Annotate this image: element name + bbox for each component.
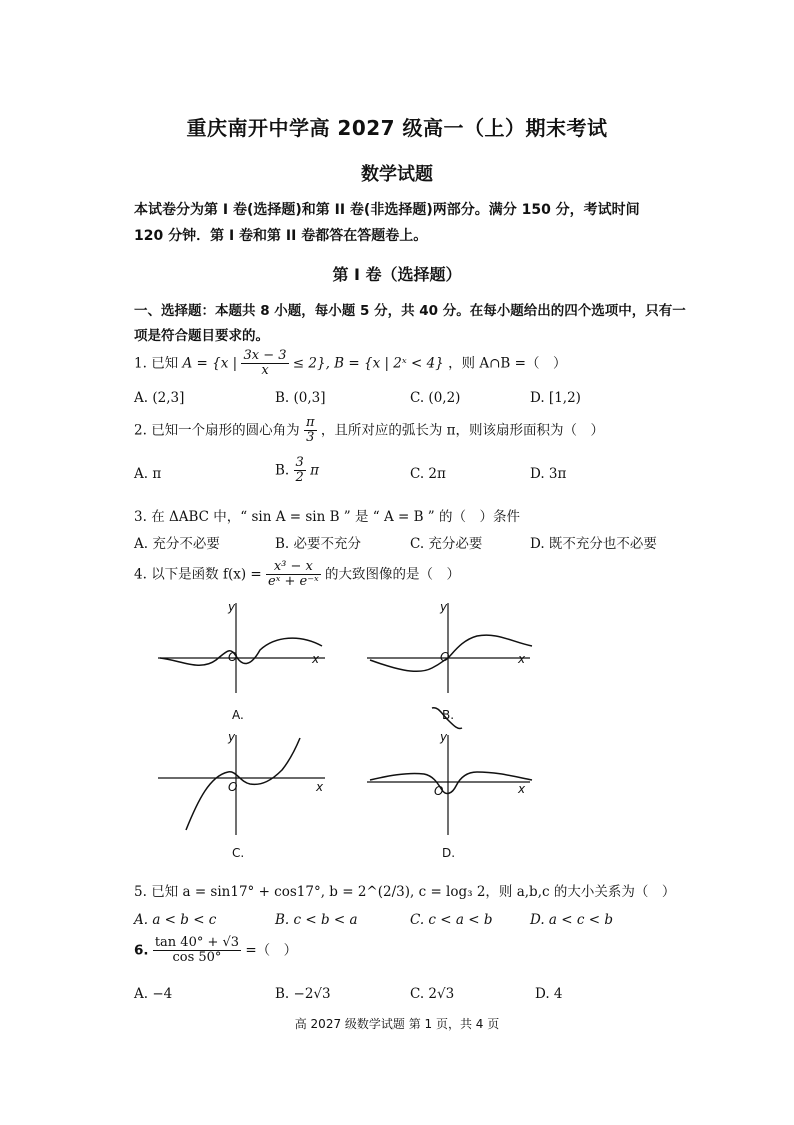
section-instructions-2: 项是符合题目要求的。: [134, 328, 269, 344]
q2-optb-frac-num: 3: [295, 455, 304, 470]
exam-title: 重庆南开中学高 2027 级高一（上）期末考试: [186, 116, 608, 140]
question-4: [134, 560, 460, 590]
q2-number: 2.: [134, 422, 147, 439]
q4-number: 4.: [134, 566, 147, 583]
q5-text: 已知 a = sin17° + cos17°, b = 2^(2/3), c = log₃ 2，则 a,b,c 的大小关系为（ ）: [151, 884, 676, 900]
q6-fraction: [153, 936, 241, 966]
q1-option-d[interactable]: D. [1,2): [530, 390, 581, 406]
graph-d[interactable]: [362, 730, 542, 840]
q2-option-c[interactable]: C. 2π: [410, 466, 446, 482]
graph-a-origin: O: [228, 650, 238, 664]
q6-number: 6.: [134, 942, 149, 959]
q2-frac-num: π: [305, 415, 315, 430]
q2-option-a[interactable]: A. π: [134, 466, 162, 482]
graph-a-y-label: y: [228, 600, 236, 614]
q1-number: 1.: [134, 355, 147, 372]
q4-pre: 以下是函数 f(x) =: [151, 566, 262, 583]
q4-frac-den: eˣ + e⁻ˣ: [268, 574, 319, 590]
question-6: [134, 936, 297, 966]
q1-fraction: [241, 349, 288, 379]
graph-c-y-label: y: [228, 730, 236, 744]
section-title: 第 I 卷（选择题）: [332, 265, 462, 284]
q2-optb-frac-den: 2: [295, 470, 304, 486]
graph-c[interactable]: [150, 730, 330, 840]
graph-d-y-label: y: [440, 730, 448, 744]
q1-setA-pre: A = {x |: [182, 355, 238, 372]
q2-option-b[interactable]: [275, 456, 319, 486]
q1-frac-den: x: [261, 363, 269, 379]
q1-setA-post: ≤ 2}, B = {x | 2ˣ < 4}: [292, 355, 444, 372]
question-1: [134, 349, 566, 379]
graph-d-origin: O: [434, 784, 444, 798]
q1-option-b[interactable]: B. (0,3]: [275, 390, 326, 406]
q2-post: ，且所对应的弧长为 π，则该扇形面积为（ ）: [320, 422, 604, 439]
q3-option-b[interactable]: B. 必要不充分: [275, 536, 362, 552]
graph-d-x-label: x: [518, 782, 526, 796]
graph-b-origin: O: [440, 650, 450, 664]
graph-d-label: D.: [442, 846, 456, 860]
q5-option-b[interactable]: B. c < b < a: [275, 912, 358, 928]
q1-option-a[interactable]: A. (2,3]: [134, 390, 185, 406]
question-5: [134, 880, 675, 900]
graph-b[interactable]: [362, 598, 542, 698]
q5-option-c[interactable]: C. c < a < b: [410, 912, 493, 928]
exam-subtitle: 数学试题: [361, 164, 433, 185]
q2-option-b-post: π: [310, 462, 319, 479]
graph-b-stray-mark: [428, 702, 468, 732]
intro-line-1: 本试卷分为第 I 卷(选择题)和第 II 卷(非选择题)两部分。满分 150 分，考试时间: [134, 202, 640, 218]
graph-c-label: C.: [232, 846, 245, 860]
graph-a-label: A.: [232, 708, 244, 722]
q5-option-d[interactable]: D. a < c < b: [530, 912, 613, 928]
section-instructions-1: 一、选择题：本题共 8 小题，每小题 5 分，共 40 分。在每小题给出的四个选项中，只有一: [134, 303, 686, 319]
q1-frac-num: 3x − 3: [243, 348, 287, 363]
graph-b-y-label: y: [440, 600, 448, 614]
q6-option-d[interactable]: D. 4: [535, 986, 563, 1002]
intro-line-2: 120 分钟．第 I 卷和第 II 卷都答在答题卷上。: [134, 228, 428, 244]
graph-b-label: B.: [442, 708, 455, 722]
graph-c-origin: O: [228, 780, 238, 794]
q2-fraction: [304, 416, 317, 446]
q6-option-c[interactable]: C. 2√3: [410, 986, 455, 1002]
q2-frac-den: 3: [306, 430, 315, 446]
graph-a[interactable]: [150, 598, 330, 698]
q6-option-a[interactable]: A. −4: [134, 986, 173, 1002]
q4-fraction: [266, 560, 321, 590]
question-3: [134, 505, 520, 525]
q4-frac-num: x³ − x: [266, 560, 321, 575]
q2-pre: 已知一个扇形的圆心角为: [151, 422, 300, 439]
q2-option-b-label: B.: [275, 462, 290, 479]
q6-frac-den: cos 50°: [172, 950, 222, 966]
q1-option-c[interactable]: C. (0,2): [410, 390, 461, 406]
q2-option-d[interactable]: D. 3π: [530, 466, 567, 482]
q3-option-c[interactable]: C. 充分必要: [410, 536, 483, 552]
graph-c-x-label: x: [316, 780, 324, 794]
graph-b-x-label: x: [518, 652, 526, 666]
q6-frac-num: tan 40° + √3: [154, 935, 240, 950]
q1-post: ，则 A∩B =（ ）: [448, 355, 567, 372]
graph-a-x-label: x: [312, 652, 320, 666]
q6-option-b[interactable]: B. −2√3: [275, 986, 331, 1002]
page-footer: 高 2027 级数学试题 第 1 页，共 4 页: [294, 1017, 500, 1031]
q5-option-a[interactable]: A. a < b < c: [134, 912, 217, 928]
q3-option-a[interactable]: A. 充分不必要: [134, 536, 220, 552]
q4-post: 的大致图像的是（ ）: [324, 566, 460, 583]
q6-post: =（ ）: [245, 942, 298, 959]
q2-option-b-fraction: [294, 456, 306, 486]
q1-pre: 已知: [151, 355, 179, 372]
q3-number: 3.: [134, 509, 147, 525]
q3-option-d[interactable]: D. 既不充分也不必要: [530, 536, 657, 552]
question-2: [134, 416, 604, 446]
q3-text: 在 ΔABC 中，“ sin A = sin B ” 是 “ A = B ” 的（ ）条件: [151, 509, 521, 525]
q5-number: 5.: [134, 884, 147, 900]
